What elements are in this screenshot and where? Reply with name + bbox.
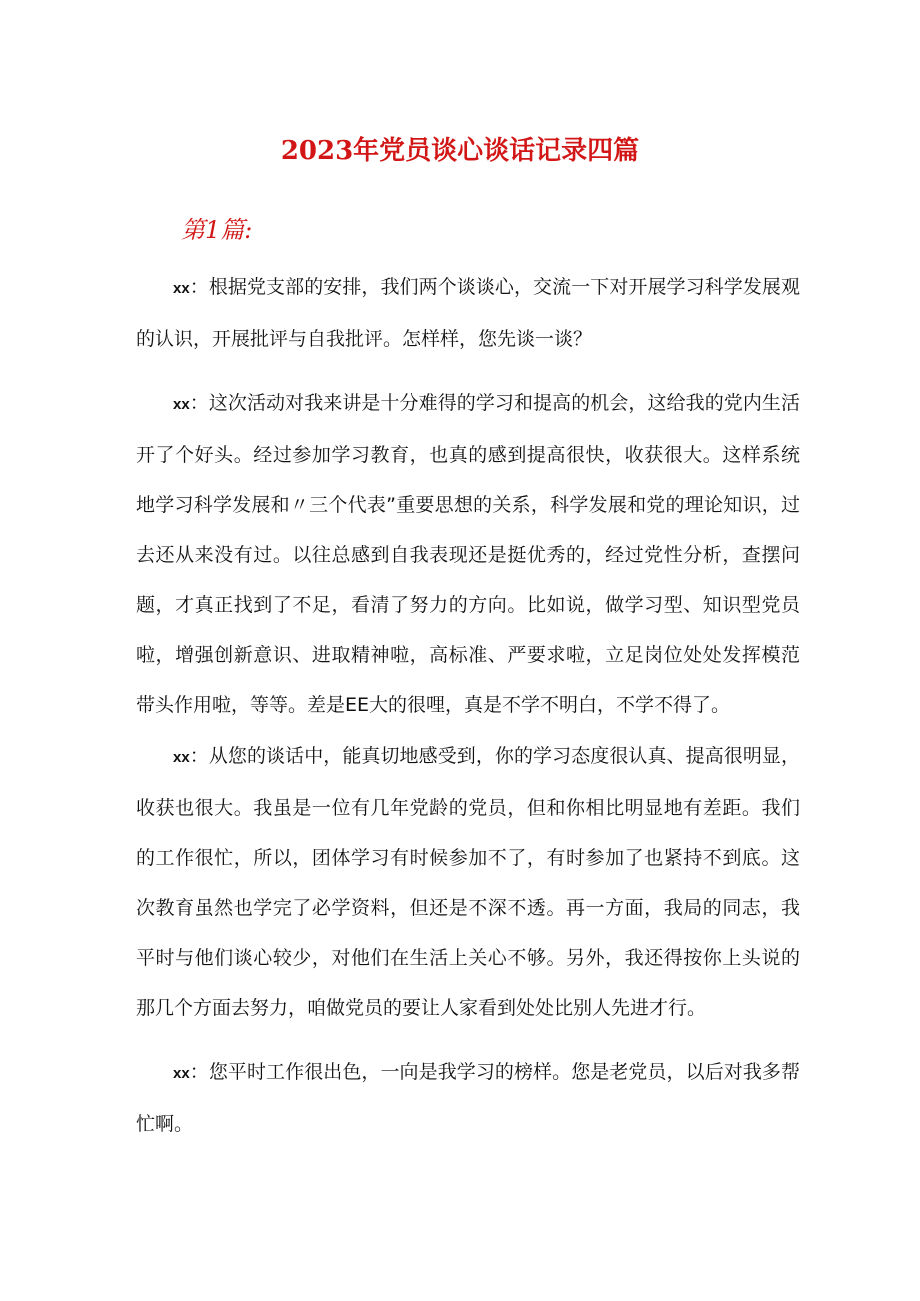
paragraph-text: 您平时工作很出色，一向是我学习的榜样。您是老党员，以后对我多帮忙啊。 [136, 1061, 800, 1135]
document-title: 2023年党员谈心谈话记录四篇 [280, 136, 640, 166]
paragraph [136, 1047, 800, 1149]
paragraph-block-3 [136, 731, 800, 1033]
section-heading: 第1篇: [181, 216, 253, 244]
speaker-separator: ： [189, 392, 209, 414]
speaker-label: xx [173, 396, 190, 413]
speaker-separator: ： [189, 276, 209, 298]
speaker-label: xx [173, 1065, 190, 1082]
paragraph-block-2 [136, 378, 800, 730]
paragraph-block-1 [136, 262, 800, 364]
speaker-separator: ： [189, 1061, 209, 1083]
paragraph-text: 根据党支部的安排，我们两个谈谈心，交流一下对开展学习科学发展观的认识，开展批评与自我批评。怎样样，您先谈一谈？ [136, 276, 800, 350]
speaker-label: xx [173, 749, 190, 766]
paragraph [136, 378, 800, 730]
speaker-label: xx [173, 280, 190, 297]
speaker-separator: ： [189, 745, 209, 767]
paragraph [136, 731, 800, 1033]
paragraph-block-4 [136, 1047, 800, 1149]
paragraph [136, 262, 800, 364]
paragraph-text: 从您的谈话中，能真切地感受到，你的学习态度很认真、提高很明显，收获也很大。我虽是一位有几年党龄的党员，但和你相比明显地有差距。我们的工作很忙，所以，团体学习有时候参加不了，有时参加了也紧持不到底。这次教育虽然也学完了必学资料，但还是不深不透。再一方面，我局的同志，我平时与他们谈心较少，对他们在生活上关心不够。另外，我还得按你上头说的那几个方面去努力，咱做党员的要让人家看到处处比别人先进才行。 [136, 745, 800, 1019]
paragraph-text: 这次活动对我来讲是十分难得的学习和提高的机会，这给我的党内生活开了个好头。经过参加学习教育，也真的感到提高很快，收获很大。这样系统地学习科学发展和〃三个代表”重要思想的关系，科学发展和党的理论知识，过去还从来没有过。以往总感到自我表现还是挺优秀的，经过党性分析，查摆问题，才真正找到了不足，看清了努力的方向。比如说，做学习型、知识型党员啦，增强创新意识、进取精神啦，高标准、严要求啦，立足岗位处处发挥模范带头作用啦，等等。差是EE大的很哩，真是不学不明白，不学不得了。 [136, 392, 800, 716]
